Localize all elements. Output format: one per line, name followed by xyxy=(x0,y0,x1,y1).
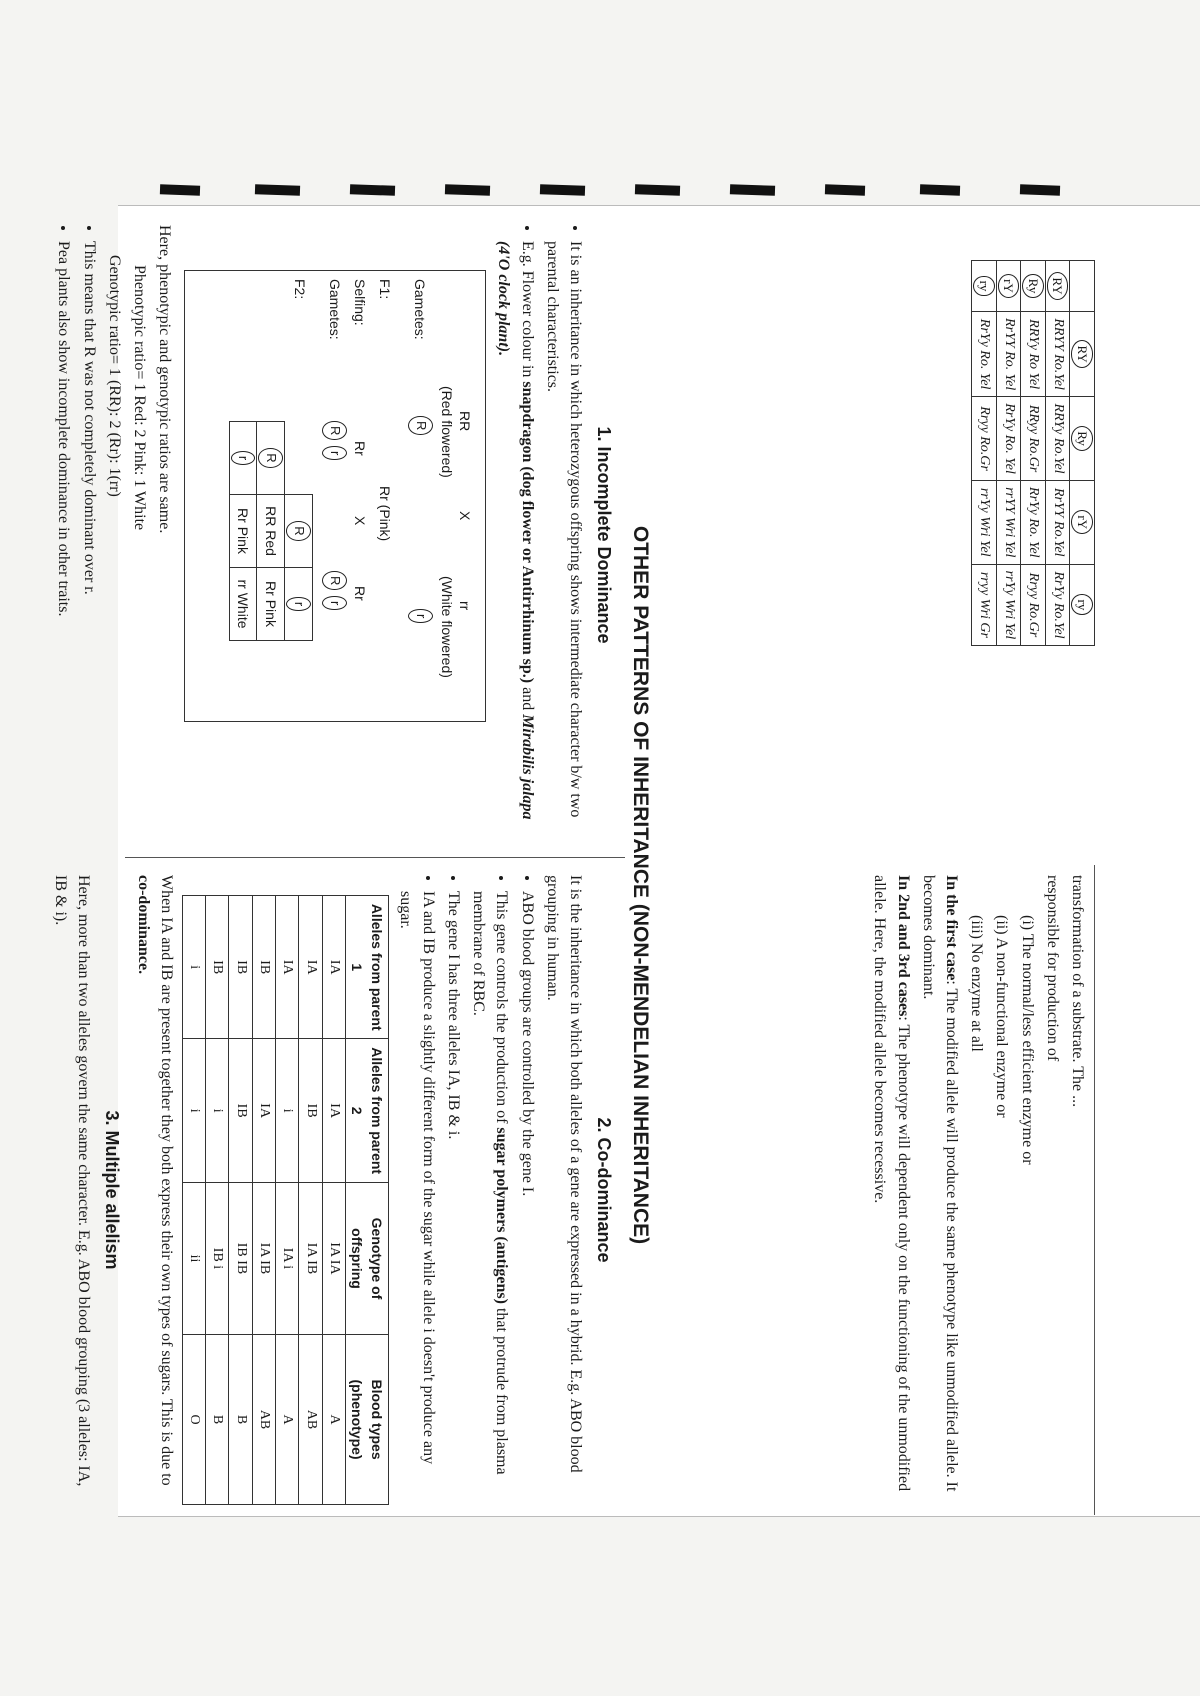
text-line: Phenotypic ratio= 1 Red: 2 Pink: 1 White xyxy=(130,265,148,531)
section-heading: 1. Incomplete Dominance xyxy=(594,426,614,644)
table-cell: O xyxy=(182,1335,205,1505)
dihybrid-cell: rrYY Wri Yel xyxy=(996,480,1021,564)
table-cell: ii xyxy=(182,1182,205,1334)
table-row xyxy=(322,896,345,1505)
cross-sign: X xyxy=(457,511,474,521)
first-case-paragraph: In the first case: The modified allele will produce the same phenotype like unmodified allele. It becomes dominant. xyxy=(919,875,961,1492)
table-cell: IB xyxy=(229,1039,252,1182)
punnett-row-header: r xyxy=(229,422,257,495)
table-cell: A xyxy=(275,1335,298,1505)
table-cell: A xyxy=(322,1335,345,1505)
dihybrid-row-header: rY xyxy=(996,261,1021,312)
punnett-corner xyxy=(285,422,313,495)
page-title: OTHER PATTERNS OF INHERITANCE (NON-MENDELIAN INHERITANCE) xyxy=(629,525,652,1245)
parent-2-desc: (White flowered) xyxy=(439,576,456,678)
dihybrid-cell: RrYy Ro.Yel xyxy=(1045,564,1070,646)
f2-label: F2: xyxy=(292,279,309,300)
table-cell: IA IB xyxy=(299,1182,322,1334)
list-item: • This means that R was not completely dominant over r. xyxy=(77,241,100,845)
table-cell: IA xyxy=(322,1039,345,1182)
gamete-circle: r xyxy=(408,609,433,623)
gamete-circle: R xyxy=(322,571,347,590)
table-row xyxy=(972,261,997,646)
dihybrid-cell: Rryy Ro.Gr xyxy=(972,397,997,481)
selfing-label: Selfing: xyxy=(352,279,369,326)
parent-2: rr xyxy=(457,601,474,611)
parent-1: RR xyxy=(457,411,474,432)
f2-punnett-wrap xyxy=(229,421,314,641)
f1-label: F1: xyxy=(377,279,394,300)
dihybrid-col-header: Ry xyxy=(1070,397,1095,481)
punnett-col-header: r xyxy=(285,568,313,641)
table-cell: B xyxy=(206,1335,229,1505)
table-row xyxy=(1045,261,1070,646)
text-line: responsible for production of xyxy=(1043,875,1061,1062)
table-row xyxy=(299,896,322,1505)
dihybrid-cell: Rryy Ro.Gr xyxy=(1021,564,1046,646)
dihybrid-col-header: ry xyxy=(1070,564,1095,646)
table-row xyxy=(996,261,1021,646)
table-cell: IA xyxy=(275,896,298,1039)
text-line: Here, phenotypic and genotypic ratios are same. xyxy=(156,225,174,534)
text-line: transformation of a substrate. The ... xyxy=(1069,875,1086,1108)
table-row xyxy=(182,896,205,1505)
table-cell: i xyxy=(275,1039,298,1182)
list-item: • IA and IB produce a slightly different form of the sugar while allele i doesn't produce any sugar. xyxy=(393,891,439,1505)
dihybrid-corner xyxy=(1070,261,1095,312)
table-row xyxy=(285,422,313,641)
table-cell: IA xyxy=(299,896,322,1039)
text-line: When IA and IB are present together they both express their own types of sugars. This is due to co-dominance. xyxy=(134,875,175,1486)
dihybrid-punnett-table xyxy=(971,260,1095,646)
table-row xyxy=(252,896,275,1505)
f2-punnett-square xyxy=(229,421,314,641)
table-cell: i xyxy=(182,1039,205,1182)
gamete-circle: R xyxy=(322,421,347,440)
top-rule xyxy=(1094,865,1095,1515)
table-row xyxy=(229,896,252,1505)
bullet-list xyxy=(52,225,100,845)
table-row xyxy=(345,896,389,1505)
punnett-cell: Rr Pink xyxy=(229,495,257,568)
table-row xyxy=(206,896,229,1505)
bullet-list xyxy=(492,225,587,845)
list-item: • ABO blood groups are controlled by the gene I. xyxy=(515,891,538,1505)
rotated-page xyxy=(52,225,1095,1515)
dihybrid-cell: RRYy Ro Yel xyxy=(1021,312,1046,397)
cross-sign: X xyxy=(352,516,369,526)
column-header: Alleles from parent 1 xyxy=(345,896,389,1039)
dihybrid-row-header: ry xyxy=(972,261,997,312)
codominance-section xyxy=(47,875,623,1505)
column-header: Genotype of offspring xyxy=(345,1182,389,1334)
dihybrid-cell: rrYy Wri Yel xyxy=(972,480,997,564)
table-cell: IA xyxy=(322,896,345,1039)
section-heading: 2. Co-dominance xyxy=(594,1117,614,1263)
gametes-label: Gametes: xyxy=(412,279,429,340)
gamete-circle: r xyxy=(322,596,347,610)
table-row xyxy=(1021,261,1046,646)
list-item: • This gene controls the production of sugar polymers (antigens) that protrude from plasma membrane of RBC. xyxy=(467,891,513,1505)
dihybrid-cell: rrYy Wri Yel xyxy=(996,564,1021,646)
punnett-row-header: R xyxy=(257,422,285,495)
gametes-label: Gametes: xyxy=(327,279,344,340)
table-cell: IB xyxy=(229,896,252,1039)
dihybrid-col-header: RY xyxy=(1070,312,1095,397)
list-item: (ii) A non-functional enzyme or xyxy=(993,915,1011,1118)
dihybrid-cell: RrYy Ro. Yel xyxy=(972,312,997,397)
list-item: • Pea plants also show incomplete dominance in other traits. xyxy=(52,241,75,845)
bullet-list xyxy=(393,875,538,1505)
table-cell: IA IB xyxy=(252,1182,275,1334)
table-cell: IB xyxy=(206,896,229,1039)
dihybrid-cell: RRYy Ro.Yel xyxy=(1045,397,1070,481)
list-item: • It is an inheritance in which heterozygous offspring shows intermediate character b/w two parental characteristics. xyxy=(541,241,587,845)
table-row xyxy=(229,422,257,641)
dihybrid-cell: RrYy Ro. Yel xyxy=(996,397,1021,481)
table-cell: IA xyxy=(252,1039,275,1182)
incomplete-dominance-section xyxy=(50,225,623,845)
column-divider xyxy=(125,857,625,858)
left-column xyxy=(971,225,1095,845)
text-line: Here, more than two alleles govern the same character. E.g. ABO blood grouping (3 alleles: IA, IB & i). xyxy=(52,875,93,1487)
selfing-parent: Rr xyxy=(352,586,369,601)
table-cell: IA IA xyxy=(322,1182,345,1334)
punnett-cell: rr White xyxy=(229,568,257,641)
dihybrid-cell: RrYY Ro.Yel xyxy=(1045,480,1070,564)
punnett-col-header: R xyxy=(285,495,313,568)
table-row xyxy=(275,896,298,1505)
column-header: Blood types (phenotype) xyxy=(345,1335,389,1505)
dihybrid-col-header: rY xyxy=(1070,480,1095,564)
text-line: It is the inheritance in which both alleles of a gene are expressed in a hybrid. E.g. ABO blood grouping in human. xyxy=(543,875,584,1473)
second-third-case-paragraph: In 2nd and 3rd cases: The phenotype will dependent only on the functioning of the unmodified allele. Here, the modified allele becomes recessive. xyxy=(871,875,912,1492)
table-cell: IB xyxy=(252,896,275,1039)
table-cell: AB xyxy=(252,1335,275,1505)
table-cell: IA i xyxy=(275,1182,298,1334)
table-cell: AB xyxy=(299,1335,322,1505)
dihybrid-cell: RRyy Ro.Gr xyxy=(1021,397,1046,481)
table-cell: IB xyxy=(299,1039,322,1182)
f1-value: Rr (Pink) xyxy=(377,486,394,542)
gamete-circle: R xyxy=(408,416,433,435)
table-cell: IB IB xyxy=(229,1182,252,1334)
table-cell: B xyxy=(229,1335,252,1505)
table-row xyxy=(257,422,285,641)
parent-1-desc: (Red flowered) xyxy=(439,386,456,478)
dihybrid-cell: RRYY Ro.Yel xyxy=(1045,312,1070,397)
gamete-circle: r xyxy=(322,446,347,460)
dihybrid-row-header: Ry xyxy=(1021,261,1046,312)
table-cell: i xyxy=(206,1039,229,1182)
table-cell: i xyxy=(182,896,205,1039)
column-header: Alleles from parent 2 xyxy=(345,1039,389,1182)
list-item: (i) The normal/less efficient enzyme or xyxy=(1018,915,1036,1165)
dihybrid-cell: rryy Wri Gr xyxy=(972,564,997,646)
punnett-cell: RR Red xyxy=(257,495,285,568)
abo-blood-group-table xyxy=(182,895,390,1505)
list-item: (iii) No enzyme at all xyxy=(968,915,986,1052)
monohybrid-cross-diagram xyxy=(184,270,486,722)
right-top-column xyxy=(866,875,1091,1505)
list-item: • The gene I has three alleles IA, IB & i. xyxy=(442,891,465,1505)
section-heading: 3. Multiple allelism xyxy=(102,1110,123,1270)
dihybrid-cell: RrYy Ro. Yel xyxy=(1021,480,1046,564)
table-cell: IB i xyxy=(206,1182,229,1334)
punnett-cell: Rr Pink xyxy=(257,568,285,641)
dihybrid-cell: RrYY Ro. Yel xyxy=(996,312,1021,397)
dihybrid-row-header: RY xyxy=(1045,261,1070,312)
text-line: Genotypic ratio= 1 (RR): 2 (Rr): 1(rr) xyxy=(105,255,123,497)
list-item: • E.g. Flower colour in snapdragon (dog flower or Antirrhinum sp.) and Mirabilis jalapa (4'O clock plant). xyxy=(492,241,538,845)
table-row xyxy=(1070,261,1095,646)
selfing-parent: Rr xyxy=(352,441,369,456)
